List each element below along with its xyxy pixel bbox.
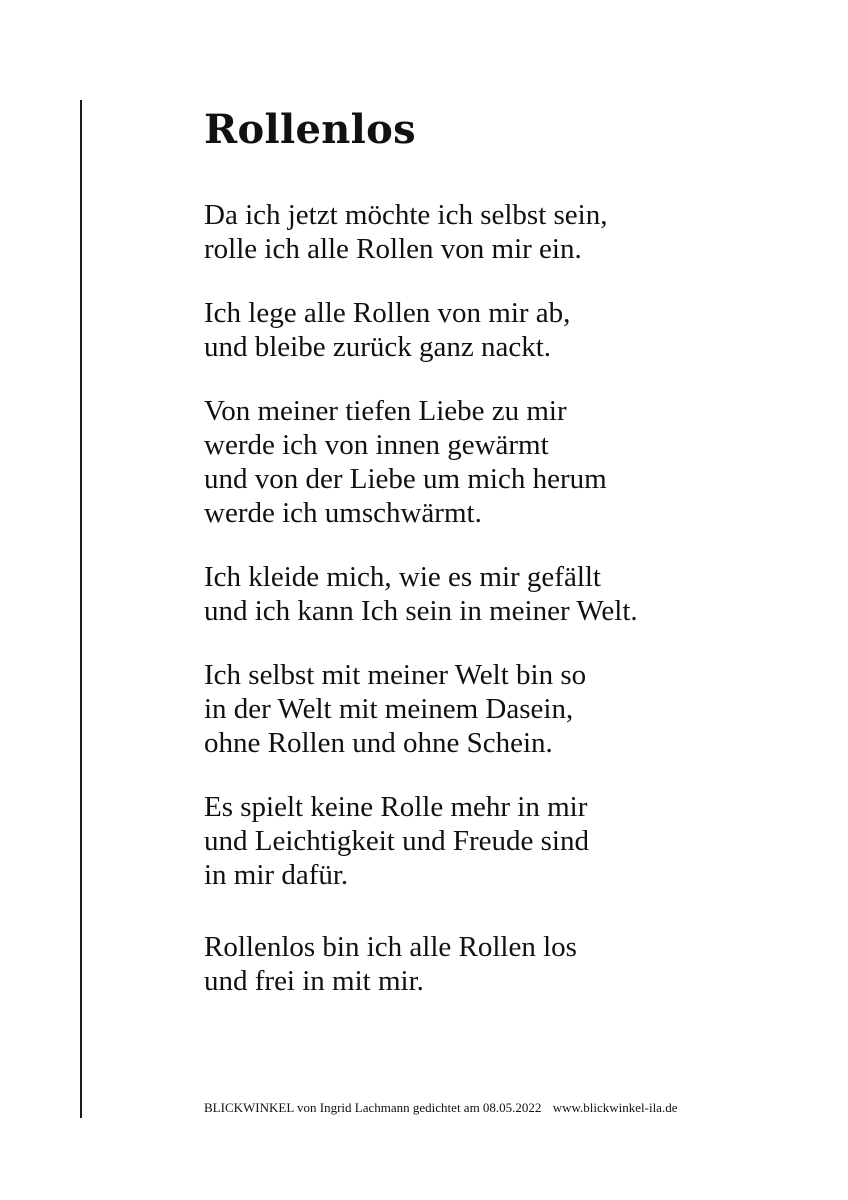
poem-line: und ich kann Ich sein in meiner Welt. xyxy=(204,595,638,627)
poem-line: und frei in mit mir. xyxy=(204,965,424,997)
footer-credit: BLICKWINKEL von Ingrid Lachmann gedichtet am 08.05.2022 xyxy=(204,1100,542,1115)
stanza xyxy=(204,296,824,364)
poem-title: Rollenlos xyxy=(204,106,416,153)
footer-website-link[interactable]: www.blickwinkel-ila.de xyxy=(552,1100,678,1115)
stanza xyxy=(204,198,824,266)
footer xyxy=(204,1099,677,1117)
poem-line: Von meiner tiefen Liebe zu mir xyxy=(204,395,567,427)
stanza xyxy=(204,930,824,998)
stanza xyxy=(204,658,824,760)
poem-line: und bleibe zurück ganz nackt. xyxy=(204,331,552,363)
stanza xyxy=(204,790,824,892)
poem-line: werde ich von innen gewärmt xyxy=(204,429,549,461)
poem-line: Ich lege alle Rollen von mir ab, xyxy=(204,297,571,329)
margin-rule xyxy=(80,100,82,1118)
poem-line: Da ich jetzt möchte ich selbst sein, xyxy=(204,199,608,231)
poem-line: Rollenlos bin ich alle Rollen los xyxy=(204,931,577,963)
poem-body xyxy=(204,198,824,998)
poem-line: Es spielt keine Rolle mehr in mir xyxy=(204,791,588,823)
stanza xyxy=(204,560,824,628)
poem-line: ohne Rollen und ohne Schein. xyxy=(204,727,553,759)
poem-line: werde ich umschwärmt. xyxy=(204,497,482,529)
poem-line: rolle ich alle Rollen von mir ein. xyxy=(204,233,582,265)
poem-line: in mir dafür. xyxy=(204,859,349,891)
poem-line: Ich kleide mich, wie es mir gefällt xyxy=(204,561,601,593)
poem-line: in der Welt mit meinem Dasein, xyxy=(204,693,574,725)
stanza xyxy=(204,394,824,530)
poem-line: und Leichtigkeit und Freude sind xyxy=(204,825,589,857)
poem-line: und von der Liebe um mich herum xyxy=(204,463,607,495)
poem-line: Ich selbst mit meiner Welt bin so xyxy=(204,659,587,691)
